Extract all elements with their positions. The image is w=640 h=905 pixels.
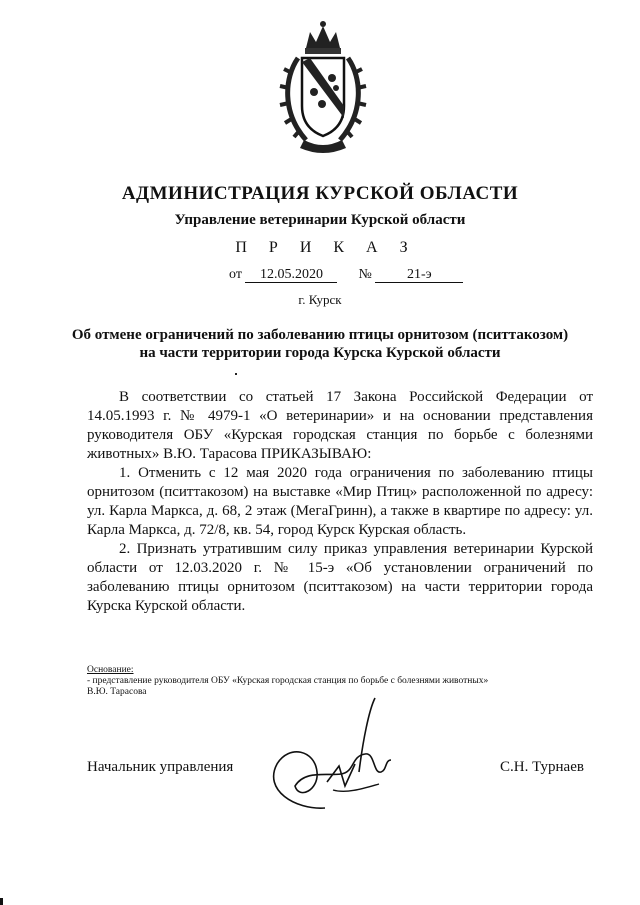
document-type: П Р И К А З [235, 239, 417, 256]
intro-paragraph: В соответствии со статьей 17 Закона Российской Федерации от 14.05.1993 г. № 4979-1 «О ветеринарии» и на основании представления руководителя ОБУ «Курская городская станция по борьбе с болезнями животных» В.Ю. Тарасова ПРИКАЗЫВАЮ: [87, 389, 593, 462]
date-number-line [229, 267, 463, 283]
department-name: Управление ветеринарии Курской области [174, 212, 466, 228]
order-title [0, 326, 640, 362]
scan-edge-mark [0, 898, 3, 905]
order-title-line-2: на части территории города Курска Курской области [139, 345, 501, 361]
basis-line-1: - представление руководителя ОБУ «Курская городская станция по борьбе с болезнями животных» [87, 676, 489, 686]
handwritten-signature [255, 690, 405, 830]
date-prefix: от [229, 267, 242, 282]
signer-position: Начальник управления [87, 759, 234, 775]
city: г. Курск [298, 292, 342, 307]
order-item-1: 1. Отменить с 12 мая 2020 года ограничения по заболеванию птицы орнитозом (пситтакозом) на выставке «Мир Птиц» расположенной по адресу: ул. Карла Маркса, д. 68, 2 этаж (МегаГринн), а также в квартире по адресу: ул. Карла Маркса, д. 72/8, кв. 54, город Курск Курская область. [87, 465, 593, 538]
order-number: 21-э [375, 267, 463, 283]
order-item-2: 2. Признать утратившим силу приказ управления ветеринарии Курской области от 12.03.2020 г. № 15-э «Об установлении ограничений по заболеванию птицы орнитозом (пситтакозом) на части территории города Курска Курской области. [87, 541, 593, 614]
stray-mark [235, 373, 237, 375]
basis-line-2: В.Ю. Тарасова [87, 687, 147, 697]
order-title-line-1: Об отмене ограничений по заболеванию птицы орнитозом (пситтакозом) [71, 327, 569, 343]
coat-of-arms-icon [276, 18, 370, 156]
signer-name: С.Н. Турнаев [500, 759, 584, 775]
order-body [87, 388, 593, 616]
number-prefix: № [358, 267, 372, 282]
basis-heading: Основание: [87, 665, 134, 675]
order-date: 12.05.2020 [245, 267, 337, 283]
organization-name: АДМИНИСТРАЦИЯ КУРСКОЙ ОБЛАСТИ [121, 183, 519, 204]
